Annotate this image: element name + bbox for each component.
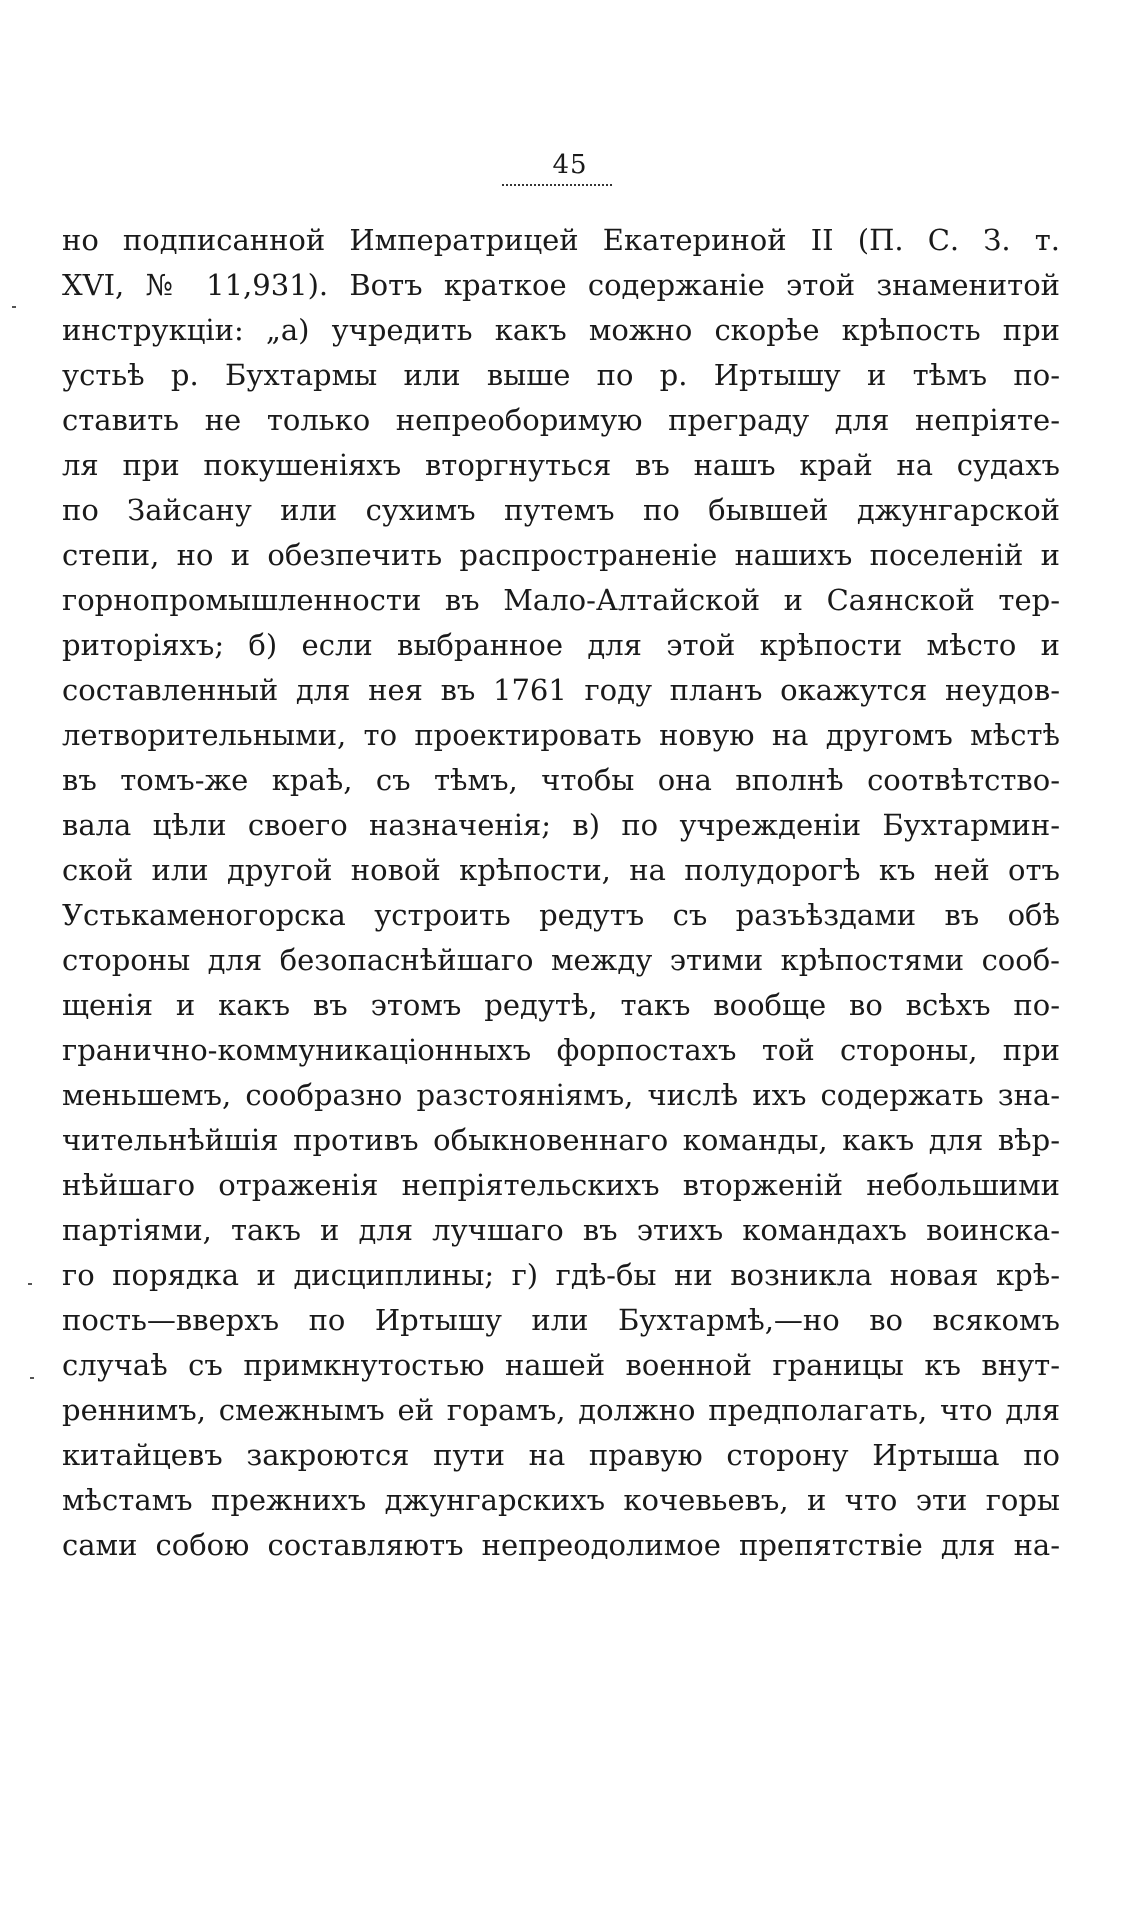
text-line: ставить не только непреоборимую преграду для непріяте- <box>62 403 1060 437</box>
text-line: степи, но и обезпечить распространеніе нашихъ поселеній и <box>62 538 1060 572</box>
text-line: го порядка и дисциплины; г) гдѣ-бы ни возникла новая крѣ- <box>62 1258 1060 1292</box>
text-line: гранично-коммуникаціонныхъ форпостахъ той стороны, при <box>62 1033 1060 1067</box>
scan-speck <box>28 1283 32 1285</box>
text-line: ля при покушеніяхъ вторгнуться въ нашъ край на судахъ <box>62 448 1060 482</box>
text-line: партіями, такъ и для лучшаго въ этихъ командахъ воинска- <box>62 1213 1060 1247</box>
text-line: XVI, № 11,931). Вотъ краткое содержаніе этой знаменитой <box>62 268 1060 302</box>
text-line: щенія и какъ въ этомъ редутѣ, такъ вообще во всѣхъ по- <box>62 988 1060 1022</box>
text-line: инструкціи: „а) учредить какъ можно скорѣе крѣпость при <box>62 313 1060 347</box>
text-line: меньшемъ, сообразно разстояніямъ, числѣ ихъ содержать зна- <box>62 1078 1060 1112</box>
text-line: пость—вверхъ по Иртышу или Бухтармѣ,—но во всякомъ <box>62 1303 1060 1337</box>
text-line: по Зайсану или сухимъ путемъ по бывшей джунгарской <box>62 493 1060 527</box>
text-line: летворительными, то проектировать новую на другомъ мѣстѣ <box>62 718 1060 752</box>
page-number: 45 <box>552 150 588 180</box>
text-line: стороны для безопаснѣйшаго между этими крѣпостями сооб- <box>62 943 1060 977</box>
text-line: составленный для нея въ 1761 году планъ окажутся неудов- <box>62 673 1060 707</box>
text-line: сами собою составляютъ непреодолимое препятствіе для на- <box>62 1528 1060 1562</box>
page-number-rule <box>502 184 612 186</box>
text-line: Устькаменогорска устроить редутъ съ разъѣздами въ обѣ <box>62 898 1060 932</box>
scan-speck <box>30 1377 34 1379</box>
body-text <box>62 218 1060 1568</box>
text-line: въ томъ-же краѣ, съ тѣмъ, чтобы она вполнѣ соотвѣтство- <box>62 763 1060 797</box>
text-line: реннимъ, смежнымъ ей горамъ, должно предполагать, что для <box>62 1393 1060 1427</box>
text-line: нѣйшаго отраженія непріятельскихъ вторженій небольшими <box>62 1168 1060 1202</box>
text-line: горнопромышленности въ Мало-Алтайской и Саянской тер- <box>62 583 1060 617</box>
text-line: но подписанной Императрицей Екатериной II (П. С. З. т. <box>62 223 1060 257</box>
text-line: мѣстамъ прежнихъ джунгарскихъ кочевьевъ, и что эти горы <box>62 1483 1060 1517</box>
text-line: вала цѣли своего назначенія; в) по учрежденіи Бухтармин- <box>62 808 1060 842</box>
text-line: риторіяхъ; б) если выбранное для этой крѣпости мѣсто и <box>62 628 1060 662</box>
scan-speck <box>12 306 16 308</box>
text-line: случаѣ съ примкнутостью нашей военной границы къ внут- <box>62 1348 1060 1382</box>
text-line: устьѣ р. Бухтармы или выше по р. Иртышу и тѣмъ по- <box>62 358 1060 392</box>
text-line: китайцевъ закроются пути на правую сторону Иртыша по <box>62 1438 1060 1472</box>
text-line: ской или другой новой крѣпости, на полудорогѣ къ ней отъ <box>62 853 1060 887</box>
text-line: чительнѣйшія противъ обыкновеннаго команды, какъ для вѣр- <box>62 1123 1060 1157</box>
